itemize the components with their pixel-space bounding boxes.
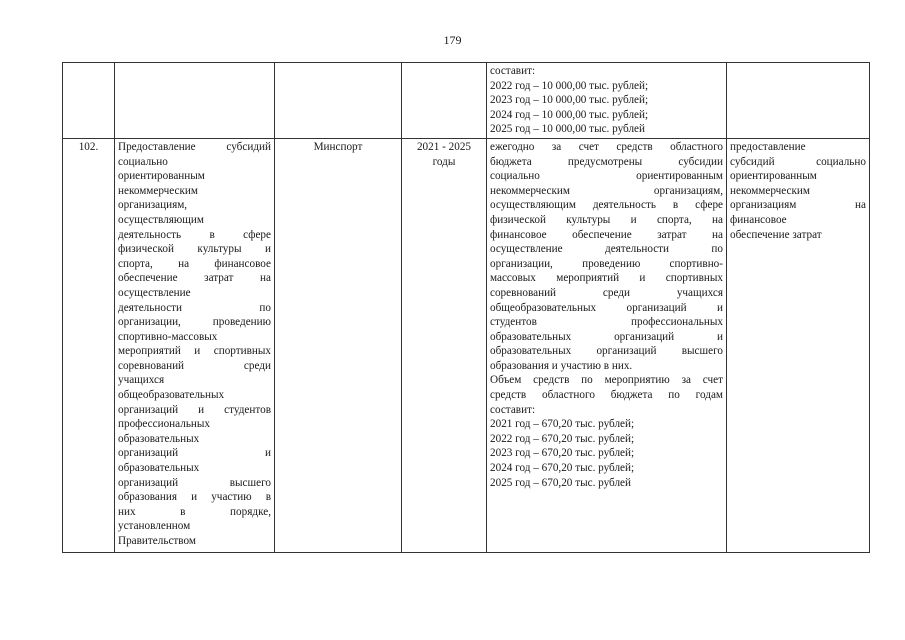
desc-line: соревнований среди учащихся: [490, 286, 723, 299]
measures-table: [62, 62, 870, 553]
desc-line: 2023 год – 670,20 тыс. рублей;: [490, 447, 635, 460]
cell-period: [402, 138, 487, 552]
name-line: организаций и студентов: [118, 403, 271, 416]
desc-line: 2025 год – 10 000,00 тыс. рублей: [490, 123, 645, 136]
name-line: обеспечение затрат на: [118, 272, 271, 285]
cell-number-empty: [63, 63, 115, 139]
desc-line: организации, проведению спортивно-: [490, 257, 723, 270]
name-line: деятельности по: [118, 301, 271, 314]
result-line: обеспечение затрат: [730, 228, 822, 241]
cell-result: [727, 138, 870, 552]
cell-description: [487, 138, 727, 552]
name-line: образовательных: [118, 432, 200, 445]
desc-line: некоммерческим организациям,: [490, 184, 723, 197]
name-line: осуществление: [118, 286, 191, 299]
name-line: социально: [118, 155, 168, 168]
desc-line: 2024 год – 670,20 тыс. рублей;: [490, 462, 635, 475]
name-line: ориентированным: [118, 170, 205, 183]
result-line: ориентированным: [730, 170, 817, 183]
desc-line: финансовое обеспечение затрат на: [490, 228, 723, 241]
desc-line: составит:: [490, 403, 536, 416]
result-line: некоммерческим: [730, 184, 810, 197]
desc-line: осуществление деятельности по: [490, 243, 723, 256]
page-number: 179: [443, 33, 462, 47]
name-line: спорта, на финансовое: [118, 257, 271, 270]
name-line: спортивно-массовых: [118, 330, 218, 343]
desc-line: 2022 год – 670,20 тыс. рублей;: [490, 432, 635, 445]
name-line: организаций высшего: [118, 476, 271, 489]
desc-line: социально ориентированным: [490, 170, 723, 183]
name-line: организаций и: [118, 447, 271, 460]
name-line: Предоставление субсидий: [118, 140, 271, 153]
desc-line: 2023 год – 10 000,00 тыс. рублей;: [490, 94, 649, 107]
desc-line: 2024 год – 10 000,00 тыс. рублей;: [490, 108, 649, 121]
name-line: профессиональных: [118, 418, 211, 431]
name-line: осуществляющим: [118, 213, 204, 226]
result-line: организациям на: [730, 199, 866, 212]
table-row-102: [63, 138, 870, 552]
desc-line: составит:: [490, 65, 536, 77]
cell-period-empty: [402, 63, 487, 139]
desc-line: образования и участию в них.: [490, 359, 633, 372]
name-line: учащихся: [118, 374, 165, 387]
cell-number: [63, 138, 115, 552]
desc-line: осуществляющим деятельность в сфере: [490, 199, 723, 212]
desc-line: 2021 год – 670,20 тыс. рублей;: [490, 418, 635, 431]
name-line: соревнований среди: [118, 359, 271, 372]
result-line: финансовое: [730, 213, 787, 226]
result-line: субсидий социально: [730, 155, 866, 168]
name-line: общеобразовательных: [118, 389, 225, 402]
desc-line: студентов профессиональных: [490, 316, 723, 329]
cell-measure-name: [115, 138, 275, 552]
name-line: образовательных: [118, 462, 200, 475]
period-unit: годы: [432, 155, 456, 168]
name-line: Правительством: [118, 535, 196, 547]
desc-line: общеобразовательных организаций и: [490, 301, 723, 314]
name-line: них в порядке,: [118, 505, 271, 518]
desc-line: образовательных организаций высшего: [490, 345, 723, 358]
desc-line: образовательных организаций и: [490, 330, 723, 343]
name-line: физической культуры и: [118, 243, 271, 256]
desc-line: бюджета предусмотрены субсидии: [490, 155, 723, 168]
desc-line: Объем средств по мероприятию за счет: [490, 374, 723, 387]
row-number: 102.: [78, 140, 99, 153]
name-line: организации, проведению: [118, 316, 271, 329]
desc-line: 2022 год – 10 000,00 тыс. рублей;: [490, 79, 649, 92]
name-line: организациям,: [118, 199, 188, 212]
desc-line: массовых мероприятий и спортивных: [490, 272, 723, 285]
executor-name: Минспорт: [313, 140, 363, 153]
desc-line: 2025 год – 670,20 тыс. рублей: [490, 476, 632, 489]
name-line: деятельность в сфере: [118, 228, 271, 241]
name-line: образования и участию в: [118, 491, 271, 504]
cell-executor: [275, 138, 402, 552]
cell-result-empty: [727, 63, 870, 139]
table-row-continuation: [63, 63, 870, 139]
cell-executor-empty: [275, 63, 402, 139]
cell-description-continued: [487, 63, 727, 139]
desc-line: средств областного бюджета по годам: [490, 389, 723, 402]
period-years: 2021 - 2025: [416, 140, 472, 153]
cell-name-empty: [115, 63, 275, 139]
desc-line: ежегодно за счет средств областного: [490, 140, 723, 153]
name-line: установленном: [118, 520, 191, 533]
name-line: некоммерческим: [118, 184, 198, 197]
result-line: предоставление: [730, 140, 806, 153]
name-line: мероприятий и спортивных: [118, 345, 271, 358]
desc-line: физической культуры и спорта, на: [490, 213, 723, 226]
